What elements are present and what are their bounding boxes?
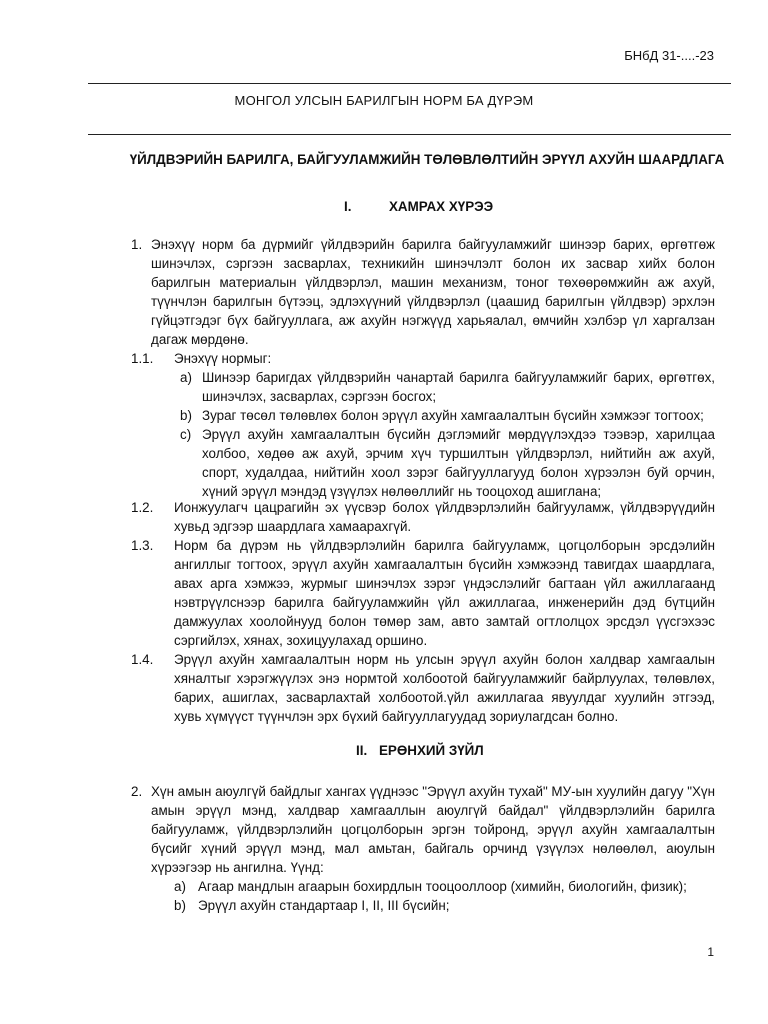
document-code: БНбД 31-....-23 [624,48,714,63]
item-1-1-a-marker: a) [180,370,192,385]
section-2-number: II. [356,743,368,758]
item-1-text: Энэхүү норм ба дүрмийг үйлдвэрийн барилга байгууламжийг шинээр барих, өргөтгөж шинэчлэх, сэргээн засварлах, техникийн шинэчлэлт болон их засвар хийх болон барилгын материалын үйлдвэрлэл, машин механизм, тоног төхөөрөмжийн аж ахуй, түүнчлэн барилгын бүтээц, эдлэхүүний үйлдвэрлэл (цаашид барилгын үйлдвэр) эрхлэн гүйцэтгэдэг бүх байгууллага, аж ахуйн нэгжүүд харьяалал, өмчийн хэлбэр үл харгалзан дагаж мөрдөнө. [151,237,715,347]
item-1-2-text: Ионжуулагч цацрагийн эх үүсвэр болох үйлдвэрлэлийн байгууламж, үйлдвэрүүдийн хувьд эдгээр шаардлага хамаарахгүй. [174,500,715,534]
item-1-number: 1. [131,237,143,252]
item-1-1-a-text: Шинээр баригдах үйлдвэрийн чанартай барилга байгууламжийг барих, өргөтгөх, шинэчлэх, засварлах, сэргээн босгох; [202,370,715,404]
item-1-4-text: Эрүүл ахуйн хамгаалалтын норм нь улсын эрүүл ахуйн болон халдвар хамгаалын хяналтыг хэрэгжүүлэх энэ нормтой холбоотой байгууламжийг байрлуулах, төлөвлөх, барих, ашиглах, засварлахтай холбоотой.үйл ажиллагаа явуулдаг хуулийн этгээд, хувь хүмүүст түүнчлэн эрх бүхий байгууллагуудад зориулагдсан болно. [174,652,715,724]
header-title: МОНГОЛ УЛСЫН БАРИЛГЫН НОРМ БА ДҮРЭМ [234,93,534,108]
item-2-a-marker: a) [174,879,186,894]
section-1-title: ХАМРАХ ХҮРЭЭ [389,199,494,214]
item-2-b-text: Эрүүл ахуйн стандартаар I, II, III бүсийн; [198,898,450,913]
header-bottom-rule [88,134,731,135]
item-2-b-marker: b) [174,898,186,913]
item-1-1-b-text: Зураг төсөл төлөвлөх болон эрүүл ахуйн хамгаалалтын бүсийн хэмжээг тогтоох; [202,408,704,423]
item-2-a-text: Агаар мандлын агаарын бохирдлын тооцооллоор (химийн, биологийн, физик); [198,879,687,894]
item-1-1-c-text: Эрүүл ахуйн хамгаалалтын бүсийн дэглэмийг мөрдүүлэхдээ тээвэр, харилцаа холбоо, хөдөө аж ахуй, эрчим хүч туршилтын үйлдвэрлэл, нийтийн аж ахуй, спорт, худалдаа, нийтийн хоол зэрэг байгууллагууд болон хүрээлэн буй орчин, хүний эрүүл мэндэд үзүүлэх нөлөөллийг нь тооцоход ашиглана; [202,427,715,499]
item-1-3-text: Норм ба дүрэм нь үйлдвэрлэлийн барилга байгууламж, цогцолборын эрсдэлийн ангиллыг тогтоох, эрүүл ахуйн хамгаалалтын бүсийн хэмжээнд тавигдах шаардлага, авах арга хэмжээ, журмыг шинэчлэх зэрэг үндэслэлийг багтаан үйл ажиллагаанд нэвтрүүлснээр барилга байгууламжийн үйл ажиллагаа, инженерийн дэд бүтцийн дамжуулах хоолойнууд болон төмөр зам, авто замтай огтлолцох эрсдэл үүсгэхээс сэргийлэх, хянах, зохицуулахад оршино. [174,538,715,648]
item-1-3-number: 1.3. [131,538,154,553]
item-1-1-number: 1.1. [131,351,154,366]
section-2-title: ЕРӨНХИЙ ЗҮЙЛ [379,743,484,758]
item-1-4-number: 1.4. [131,652,154,667]
item-1-1-c-marker: c) [180,427,192,442]
item-1-2-number: 1.2. [131,500,154,515]
document-title: ҮЙЛДВЭРИЙН БАРИЛГА, БАЙГУУЛАМЖИЙН ТӨЛӨВЛӨЛТИЙН ЭРҮҮЛ АХУЙН ШААРДЛАГА [129,152,725,167]
page-number: 1 [707,945,714,959]
item-1-1-b-marker: b) [180,408,192,423]
item-1-1-text: Энэхүү нормыг: [174,351,272,366]
item-2-text: Хүн амын аюулгүй байдлыг хангах үүднээс "Эрүүл ахуйн тухай" МУ-ын хуулийн дагуу "Хүн амын эрүүл мэнд, халдвар хамгааллын аюулгүй байдал" үйлдвэрлэлийн барилга байгууламж, үйлдвэрлэлийн цогцолборын эргэн тойронд, эрүүл ахуйн хамгаалалтын бүсийг хүний эрүүл мэнд, мал амьтан, байгаль орчинд үзүүлэх нөлөөлөл, аюулын хүрээгээр нь ангилна. Үүнд: [151,784,715,875]
header-top-rule [88,83,731,84]
section-1-number: I. [344,199,352,214]
item-2-number: 2. [131,784,143,799]
